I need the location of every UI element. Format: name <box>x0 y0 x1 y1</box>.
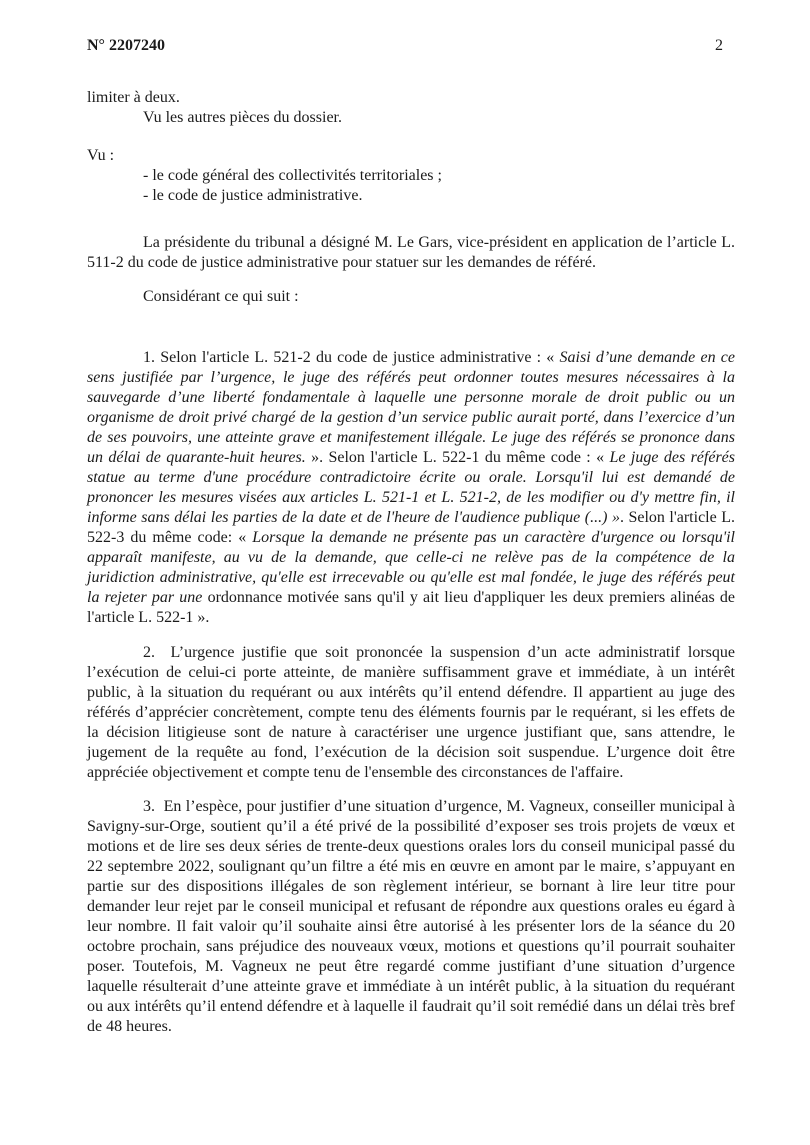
quote-italic-l522-1: Le juge des référés statue au terme d'une procédure contradictoire écrite ou orale. Lorsqu'il lui est demandé de prononcer les mesures visées aux articles L. 521-1 et L. 521-2, de les modifier ou d'y mettre fin, il informe sans délai les parties de la date et de l'heure de l'audience publique (...) » <box>87 449 735 526</box>
vu-item-collectivites: - le code général des collectivités territoriales ; <box>143 167 442 184</box>
case-number: N° 2207240 <box>87 37 165 54</box>
vu-item-justice-administrative: - le code de justice administrative. <box>143 187 363 204</box>
vu-label: Vu : <box>87 147 115 164</box>
quote-italic-l521-2: Saisi d’une demande en ce sens justifiée par l’urgence, le juge des référés peut ordonner toutes mesures nécessaires à la sauvegarde d’une liberté fondamentale à laquelle une personne morale de droit public ou un organisme de droit privé chargé de la gestion d’un service public aurait porté, dans l’exercice d’un de ses pouvoirs, une atteinte grave et manifestement illégale. Le juge des référés se prononce dans un délai de quarante-huit heures. <box>87 349 735 466</box>
point-1-paragraph <box>87 348 735 628</box>
considerant-heading: Considérant ce qui suit : <box>143 288 299 305</box>
point-3-paragraph: 3. En l’espèce, pour justifier d’une situation d’urgence, M. Vagneux, conseiller municipal à Savigny-sur-Orge, soutient qu’il a été privé de la possibilité d’exposer ses trois projets de vœux et motions et de lire ses deux séries de trente-deux questions orales lors du conseil municipal passé du 22 septembre 2022, soulignant qu’un filtre a été mis en œuvre en amont par le maire, s’appuyant en partie sur des dispositions illégales de son règlement intérieur, se bornant à lire leur titre pour demander leur rejet par le conseil municipal et refusant de répondre aux questions orales eu égard à leur nombre. Il fait valoir qu’il souhaite ainsi être autorisé à les présenter lors de la séance du 20 octobre prochain, sans préjudice des nouveaux vœux, motions et questions qu’il pourrait souhaiter poser. Toutefois, M. Vagneux ne peut être regardé comme justifiant d’une situation d’urgence laquelle résulterait d’une atteinte grave et immédiate à un intérêt public, à la situation du requérant ou aux intérêts qu’il entend défendre et à laquelle il faudrait qu’il soit remédié dans un délai très bref de 48 heures. <box>87 798 735 1035</box>
text-run-roman: ». Selon l'article L. 522-1 du même code : « <box>311 449 610 466</box>
page-number: 2 <box>715 37 723 54</box>
text-run-roman: . Selon l'article L. 522-3 du même code: « <box>87 509 736 546</box>
vu-pieces-line: Vu les autres pièces du dossier. <box>143 109 342 126</box>
text-run-roman: 1. Selon l'article L. 521-2 du code de justice administrative : « <box>143 349 560 366</box>
text-run-roman: ordonnance motivée sans qu'il y ait lieu d'appliquer les deux premiers alinéas de l'article L. 522-1 ». <box>87 589 735 626</box>
point-2-paragraph: 2. L’urgence justifie que soit prononcée la suspension d’un acte administratif lorsque l’exécution de celui-ci porte atteinte, de manière suffisamment grave et immédiate, à un intérêt public, à la situation du requérant ou aux intérêts qu’il entend défendre. Il appartient au juge des référés d’apprécier concrètement, compte tenu des éléments fournis par le requérant, si les effets de la décision litigieuse sont de nature à caractériser une urgence justifiant que, sans attendre, le jugement de la requête au fond, l’exécution de la décision soit suspendue. L’urgence doit être appréciée objectivement et compte tenu de l'ensemble des circonstances de l'affaire. <box>87 644 735 781</box>
continuation-line: limiter à deux. <box>87 89 180 106</box>
quote-italic-l522-3: Lorsque la demande ne présente pas un caractère d'urgence ou lorsqu'il apparaît manifeste, au vu de la demande, que celle-ci ne relève pas de la compétence de la juridiction administrative, qu'elle est irrecevable ou qu'elle est mal fondée, le juge des référés peut la rejeter par une <box>87 529 736 606</box>
designation-paragraph: La présidente du tribunal a désigné M. Le Gars, vice-président en application de l’article L. 511-2 du code de justice administrative pour statuer sur les demandes de référé. <box>87 234 735 271</box>
page-header <box>87 36 735 56</box>
